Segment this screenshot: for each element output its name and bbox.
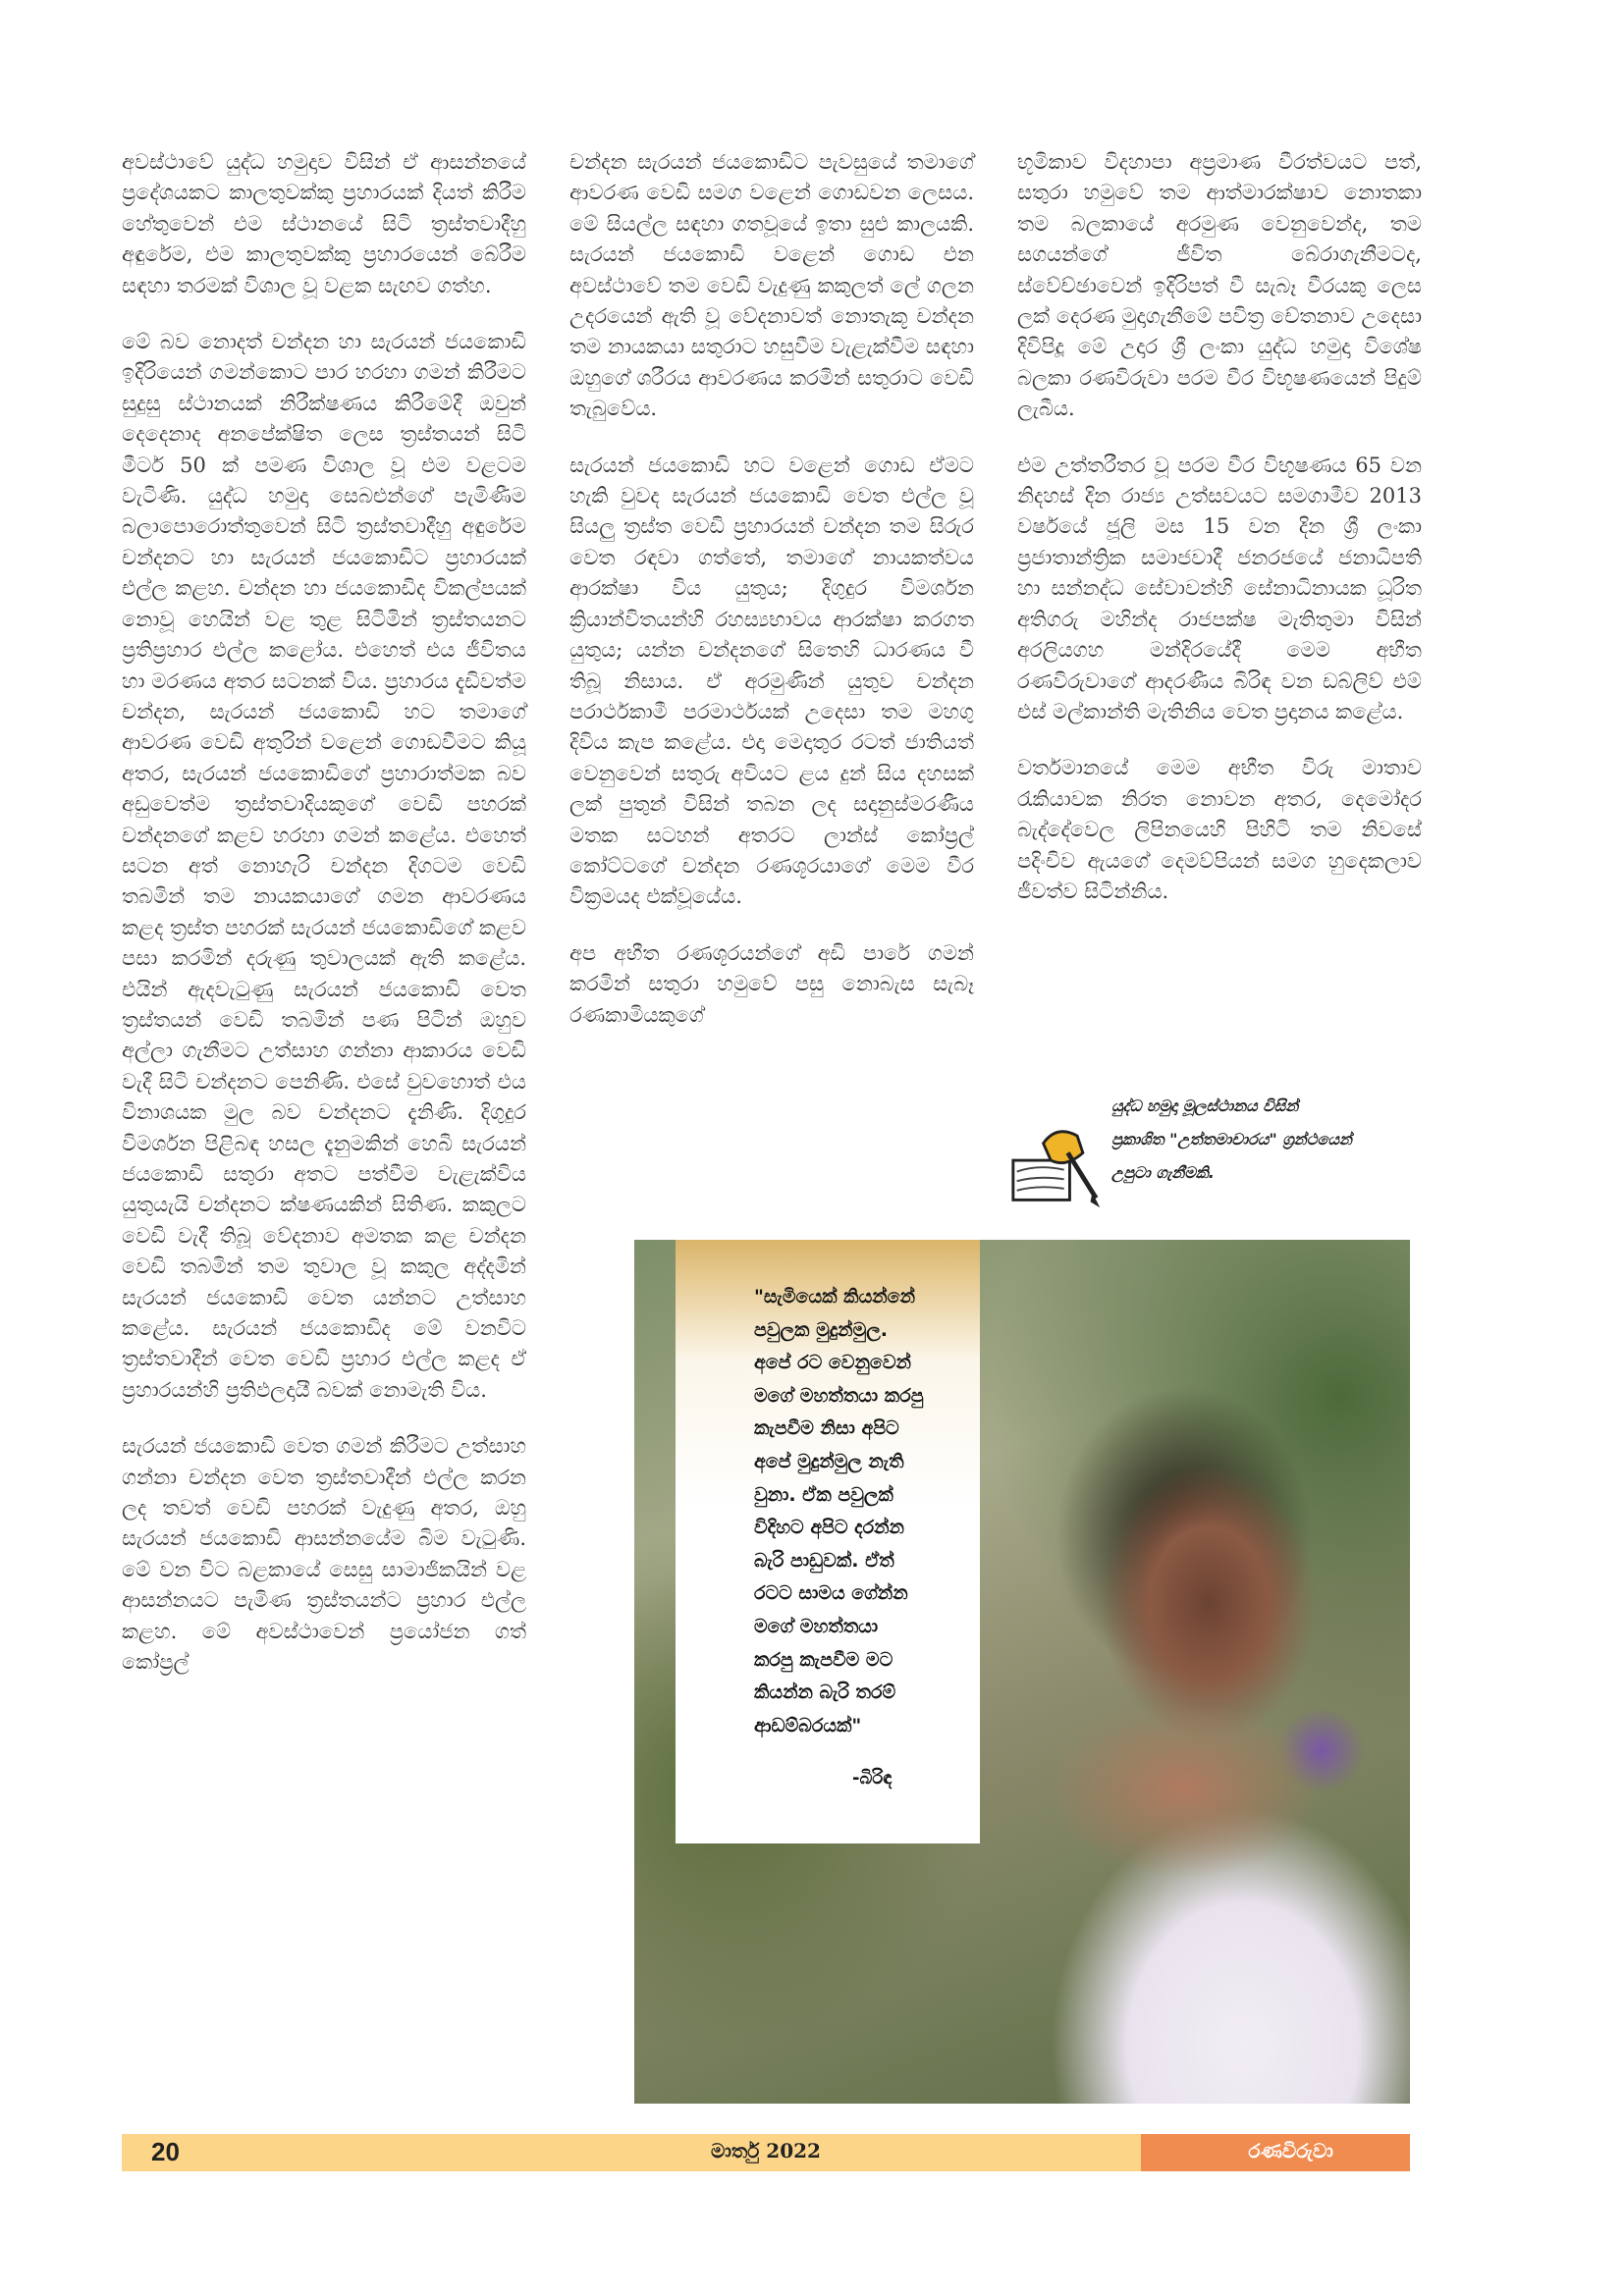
paragraph: භූමිකාව විදහාපා අප්‍රමාණ වීරත්වයට පත්, සතුරා හමුවේ තම ආත්මාරක්ෂාව නොතකා තම බලකායේ අරමුණ වෙනුවෙන්ද, තම සගයන්ගේ ජීවිත බේරාගැනීමටද, ස්වේච්ඡාවෙන් ඉදිරිපත් වී සැබෑ වීරයකු ලෙස ලක් දෙරණ මුදාගැනීමේ පවිත්‍ර චේතනාව උදෙසා දිවිපිදූ මේ උදාර ශ්‍රී ලංකා යුද්ධ හමුදා විශේෂ බලකා රණවිරුවා පරම වීර විභූෂණයෙන් පිදුම් ලැබීය.: [1017, 150, 1422, 421]
widow-photo: [634, 1240, 1410, 2104]
paragraph: චන්දන සැරයන් ජයකොඩිට පැවසුයේ තමාගේ ආවරණ වෙඩි සමග වළෙන් ගොඩවන ලෙසය. මේ සියල්ල සඳහා ගතවූයේ ඉතා සුළු කාලයකි. සැරයන් ජයකොඩි වළෙන් ගොඩ එන අවස්ථාවේ තම වෙඩි වැදුණු කකුලත් ලේ ගලන උදරයෙන් ඇති වූ වේදනාවත් නොතැකූ චන්දන තම නායකයා සතුරාට හසුවීම වැළැක්වීම සඳහා ඔහුගේ ශරීරය ආවරණය කරමින් සතුරාට වෙඩි තැබුවේය.: [569, 150, 974, 421]
issue-date: මාර්තු 2022: [711, 2139, 821, 2163]
source-note: [1001, 1090, 1434, 1227]
quote-box: [676, 1240, 980, 1843]
source-note-line: උපුටා ගැනීමකි.: [1111, 1163, 1215, 1182]
paragraph: සැරයන් ජයකොඩි හට වළෙන් ගොඩ ඒමට හැකි වුවද සැරයන් ජයකොඩි වෙත එල්ල වූ සියලු ත්‍රස්ත වෙඩි ප්‍රහාරයන් චන්දන තම සිරුර වෙත රඳවා ගත්තේ, තමාගේ නායකත්වය ආරක්ෂා විය යුතුය; දිගුදුර විමර්ශන ක්‍රියාන්විතයන්හි රහස්‍යභාවය ආරක්ෂා කරගත යුතුය; යන්න චන්දනගේ සිතෙහි ධාරණය වී තිබූ නිසාය. ඒ අරමුණින් යුතුව චන්දන පරාර්ථකාමී පරමාර්ථයක් උදෙසා තම මහගු දිවිය කැප කළේය. එදා මෙදාතුර රටත් ජාතියත් වෙනුවෙන් සතුරු අවියට ළය දුන් සිය දහසක් ලක් පුතුන් විසින් තබන ලද සදානුස්මරණීය මතක සටහන් අතරට ලාන්ස් කෝප්‍රල් කෝට්ටගේ චන්දන රණශූරයාගේ මෙම වීර වික්‍රමයද එක්වූයේය.: [569, 453, 974, 909]
article-column-3: [1017, 147, 1422, 933]
article-column-1: [122, 147, 526, 1704]
brand-box: [1141, 2134, 1410, 2171]
quote-author: -බිරිඳ: [852, 1768, 893, 1789]
paragraph: සැරයන් ජයකොඩි වෙත ගමන් කිරීමට උත්සාහ ගන්නා චන්දන වෙත ත්‍රස්තවාදීන් එල්ල කරන ලද තවත් වෙඩි පහරක් වැදුණු අතර, ඔහු සැරයන් ජයකොඩි ආසන්නයේම බිම වැටුණි. මේ වන විට බළකායේ සෙසු සාමාජිකයින් වළ ආසන්නයට පැමිණ ත්‍රස්තයන්ට ප්‍රහාර එල්ල කළහ. මේ අවස්ථාවෙන් ප්‍රයෝජන ගත් කෝප්‍රල්: [122, 1434, 526, 1675]
paragraph: වර්තමානයේ මෙම අභීත විරු මාතාව රැකියාවක නිරත නොවන අතර, දෙමෝදර බැද්දේවෙල ලිපිනයෙහි පිහිටි තම නිවසේ පදිංචිව ඇයගේ දෙමව්පියන් සමග හුදෙකලාව ජීවත්ව සිටින්නිය.: [1017, 756, 1422, 903]
quote-text: "සැමියෙක් කියන්නේ පවුලක මුදුන්මුල. අපේ රට වෙනුවෙන් මගේ මහත්තයා කරපු කැපවීම නිසා අපිට අපේ මුදුන්මුල නැති වුනා. ඒක පවුලක් විදිහට අපිට දරන්න බැරි පාඩුවක්. ඒත් රටට සාමය ගේන්න මගේ මහත්තයා කරපු කැපවීම මට කියන්න බැරි තරම් ආඩම්බරයක්": [754, 1286, 924, 1736]
paragraph: මේ බව නොදත් චන්දන හා සැරයන් ජයකොඩි ඉදිරියෙන් ගමන්කොට පාර හරහා ගමන් කිරීමට සුදුසු ස්ථානයක් නිරීක්ෂණය කිරීමේදී ඔවුන් දෙදෙනාද අනපේක්ෂිත ලෙස ත්‍රස්තයන් සිටි මීටර් 50 ක් පමණ විශාල වූ එම වළටම වැටිණි. යුද්ධ හමුදා සෙබළුන්ගේ පැමිණීම බලාපොරොත්තුවෙන් සිටි ත්‍රස්තවාදීහු අඳුරේම චන්දනට හා සැරයන් ජයකොඩිට ප්‍රහාරයක් එල්ල කළහ. චන්දන හා ජයකොඩිද විකල්පයක් නොවූ හෙයින් වළ තුළ සිටිමින් ත්‍රස්තයනට ප්‍රතිප්‍රහාර එල්ල කළෝය. එහෙත් එය ජීවිතය හා මරණය අතර සටනක් විය. ප්‍රහාරය දැඩිවත්ම චන්දන, සැරයන් ජයකොඩි හට තමාගේ ආවරණ වෙඩි අතුරින් වළෙන් ගොඩවීමට කියූ අතර, සැරයන් ජයකොඩිගේ ප්‍රහාරාත්මක බව අඩුවෙත්ම ත්‍රස්තවාදියකුගේ වෙඩි පහරක් චන්දනගේ කළව හරහා ගමන් කළේය. එහෙත් සටන අත් නොහැරි චන්දන දිගටම වෙඩි තබමින් තම නායකයාගේ ගමන ආවරණය කළද ත්‍රස්ත පහරක් සැරයන් ජයකොඩිගේ කළව පසා කරමින් දරුණු තුවාලයක් ඇති කළේය. එයින් ඇදවැටුණු සැරයන් ජයකොඩි වෙත ත්‍රස්තයන් වෙඩි තබමින් පණ පිටින් ඔහුව අල්ලා ගැනීමට උත්සාහ ගන්නා ආකාරය වෙඩි වැදී සිටි චන්දනට පෙනිණි. එසේ වුවහොත් එය විනාශයක මුල බව චන්දනට දැනිණි. දිගුදුර විමර්ශන පිළිබඳ හසල දැනුමකින් හෙබි සැරයන් ජයකොඩි සතුරා අතට පත්වීම වැළැක්විය යුතුයැයි චන්දනට ක්ෂණයකින් සිතිණ. කකුලට වෙඩි වැදී තිබූ වේදනාව අමතක කළ චන්දන වෙඩි තබමින් තම තුවාල වූ කකුල අද්දමින් සැරයන් ජයකොඩි වෙත යන්නට උත්සාහ කළේය. සැරයන් ජයකොඩිද මේ වනවිට ත්‍රස්තවාදීන් වෙත වෙඩි ප්‍රහාර එල්ල කළද ඒ ප්‍රහාරයන්හි ප්‍රතිඵලදායී බවක් නොමැති විය.: [122, 330, 526, 1402]
page-footer: [122, 2134, 1410, 2171]
source-note-line: ප්‍රකාශිත "උත්තමාචාරය" ග්‍රන්ථයෙන්: [1111, 1130, 1352, 1148]
source-note-line: යුද්ධ හමුදා මූලස්ථානය විසින්: [1111, 1096, 1299, 1115]
source-note-text: [1111, 1090, 1426, 1190]
magazine-name: රණවිරුවා: [1248, 2139, 1333, 2163]
article-column-2: [569, 147, 974, 1056]
paragraph: අප අභීත රණශූරයන්ගේ අඩි පාරේ ගමන් කරමින් සතුරා හමුවේ පසු නොබැස සැබෑ රණකාමියකුගේ: [569, 940, 974, 1027]
paragraph: එම උත්තරීතර වූ පරම වීර විභූෂණය 65 වන නිදහස් දින රාජ්‍ය උත්සවයට සමගාමීව 2013 වර්ෂයේ ජූලි මස 15 වන දින ශ්‍රී ලංකා ප්‍රජාතාන්ත්‍රික සමාජවාදී ජනරජයේ ජනාධිපති හා සන්නද්ධ සේවාවන්හි සේනාධිනායක ධූරිත අතිගරු මහින්ද රාජපක්ෂ මැතිතුමා විසින් අරලියගහ මන්දිරයේදී මෙම අභීත රණවිරුවාගේ ආදරණීය බිරිඳ වන ඩබ්ලිව් එම් එස් මල්කාන්ති මැතිනිය වෙත ප්‍රදානය කළේය.: [1017, 453, 1422, 723]
page-number: 20: [151, 2137, 180, 2166]
pen-and-paper-icon: [1009, 1115, 1104, 1209]
paragraph: අවස්ථාවේ යුද්ධ හමුදාව විසින් ඒ ආසන්නයේ ප්‍රදේශයකට කාලතුවක්කු ප්‍රහාරයක් දියත් කිරීම හේතුවෙන් එම ස්ථානයේ සිටි ත්‍රස්තවාදීහු අඳුරේම, එම කාලතුවක්කු ප්‍රහාරයෙන් බේරීම සඳහා තරමක් විශාල වූ වළක සැඟව ගත්හ.: [122, 150, 526, 297]
